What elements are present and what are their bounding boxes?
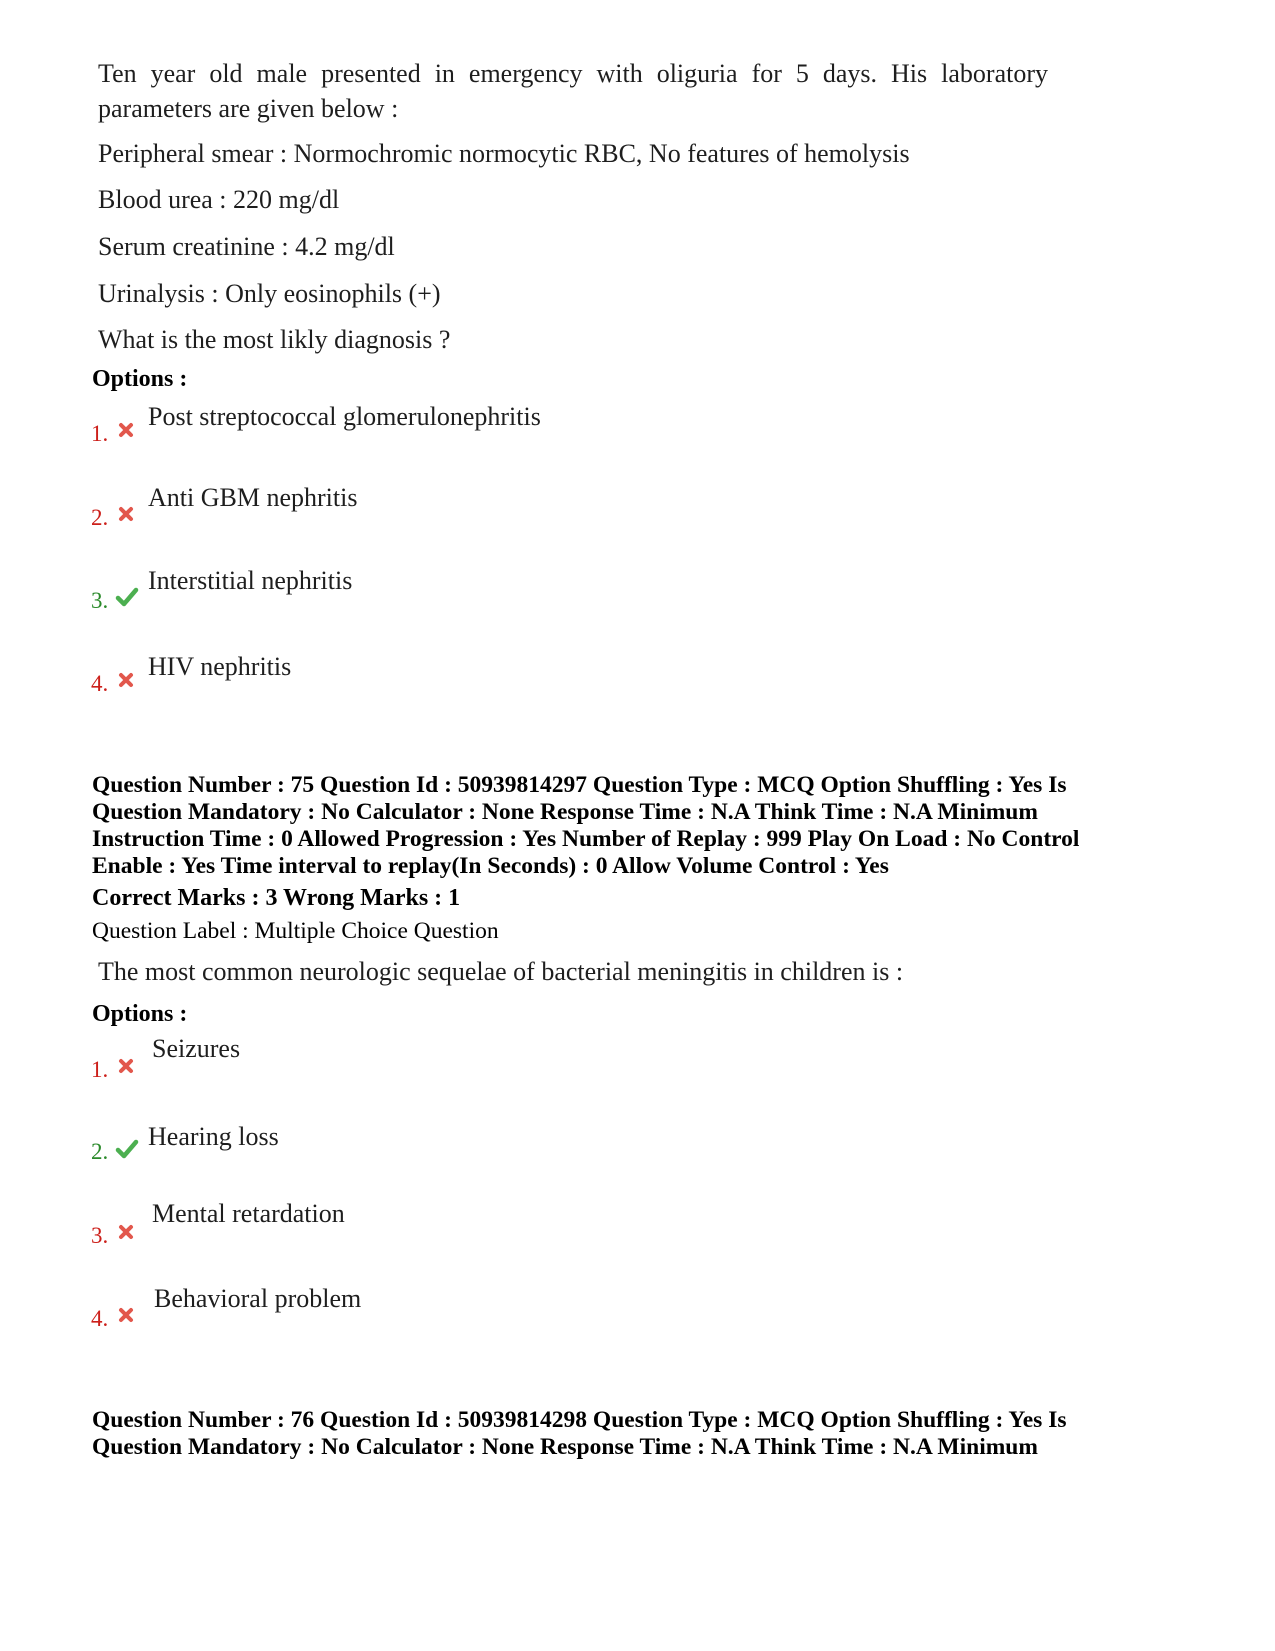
options-label: Options : [92, 366, 188, 392]
check-icon [115, 1138, 139, 1160]
option-text: Behavioral problem [154, 1284, 362, 1313]
marks-info: Correct Marks : 3 Wrong Marks : 1 [92, 885, 461, 911]
question-stem: Ten year old male presented in emergency with oliguria for 5 days. His laboratory parameters are given below : [98, 59, 1048, 124]
cross-icon [117, 1306, 135, 1324]
option-text: Anti GBM nephritis [148, 483, 358, 512]
question-label: Question Label : Multiple Choice Question [92, 918, 499, 944]
lab-peripheral-smear: Peripheral smear : Normochromic normocytic RBC, No features of hemolysis [98, 139, 910, 168]
option-text: Seizures [152, 1034, 241, 1063]
question-text: What is the most likly diagnosis ? [98, 325, 451, 354]
question-text: The most common neurologic sequelae of bacterial meningitis in children is : [98, 957, 904, 986]
option-number: 4. [91, 1306, 109, 1331]
lab-urinalysis: Urinalysis : Only eosinophils (+) [98, 279, 441, 308]
option-number: 2. [91, 1139, 109, 1164]
lab-blood-urea: Blood urea : 220 mg/dl [98, 185, 340, 214]
cross-icon [117, 421, 135, 439]
option-text: Mental retardation [152, 1199, 345, 1228]
option-text: Interstitial nephritis [148, 566, 353, 595]
options-label: Options : [92, 1001, 188, 1027]
lab-serum-creatinine: Serum creatinine : 4.2 mg/dl [98, 232, 395, 261]
option-number: 1. [91, 421, 109, 446]
question-metadata: Question Number : 76 Question Id : 50939814298 Question Type : MCQ Option Shuffling : Yes Is Question Mandatory : No Calculator : None Response Time : N.A Think Time : N.A Minimum [92, 1407, 1067, 1460]
option-number: 2. [91, 505, 109, 530]
check-icon [115, 586, 139, 608]
cross-icon [117, 505, 135, 523]
option-number: 3. [91, 588, 109, 613]
cross-icon [117, 671, 135, 689]
option-text: Post streptococcal glomerulonephritis [148, 402, 541, 431]
option-number: 3. [91, 1223, 109, 1248]
cross-icon [117, 1057, 135, 1075]
option-number: 1. [91, 1057, 109, 1082]
cross-icon [117, 1223, 135, 1241]
option-number: 4. [91, 671, 109, 696]
option-text: HIV nephritis [148, 652, 292, 681]
question-metadata: Question Number : 75 Question Id : 50939814297 Question Type : MCQ Option Shuffling : Yes Is Question Mandatory : No Calculator : None Response Time : N.A Think Time : N.A Minimum Instruction Time : 0 Allowed Progression : Yes Number of Replay : 999 Play On Load : No Control Enable : Yes Time interval to replay(In Seconds) : 0 Allow Volume Control : Yes [92, 772, 1080, 879]
option-text: Hearing loss [148, 1122, 279, 1151]
